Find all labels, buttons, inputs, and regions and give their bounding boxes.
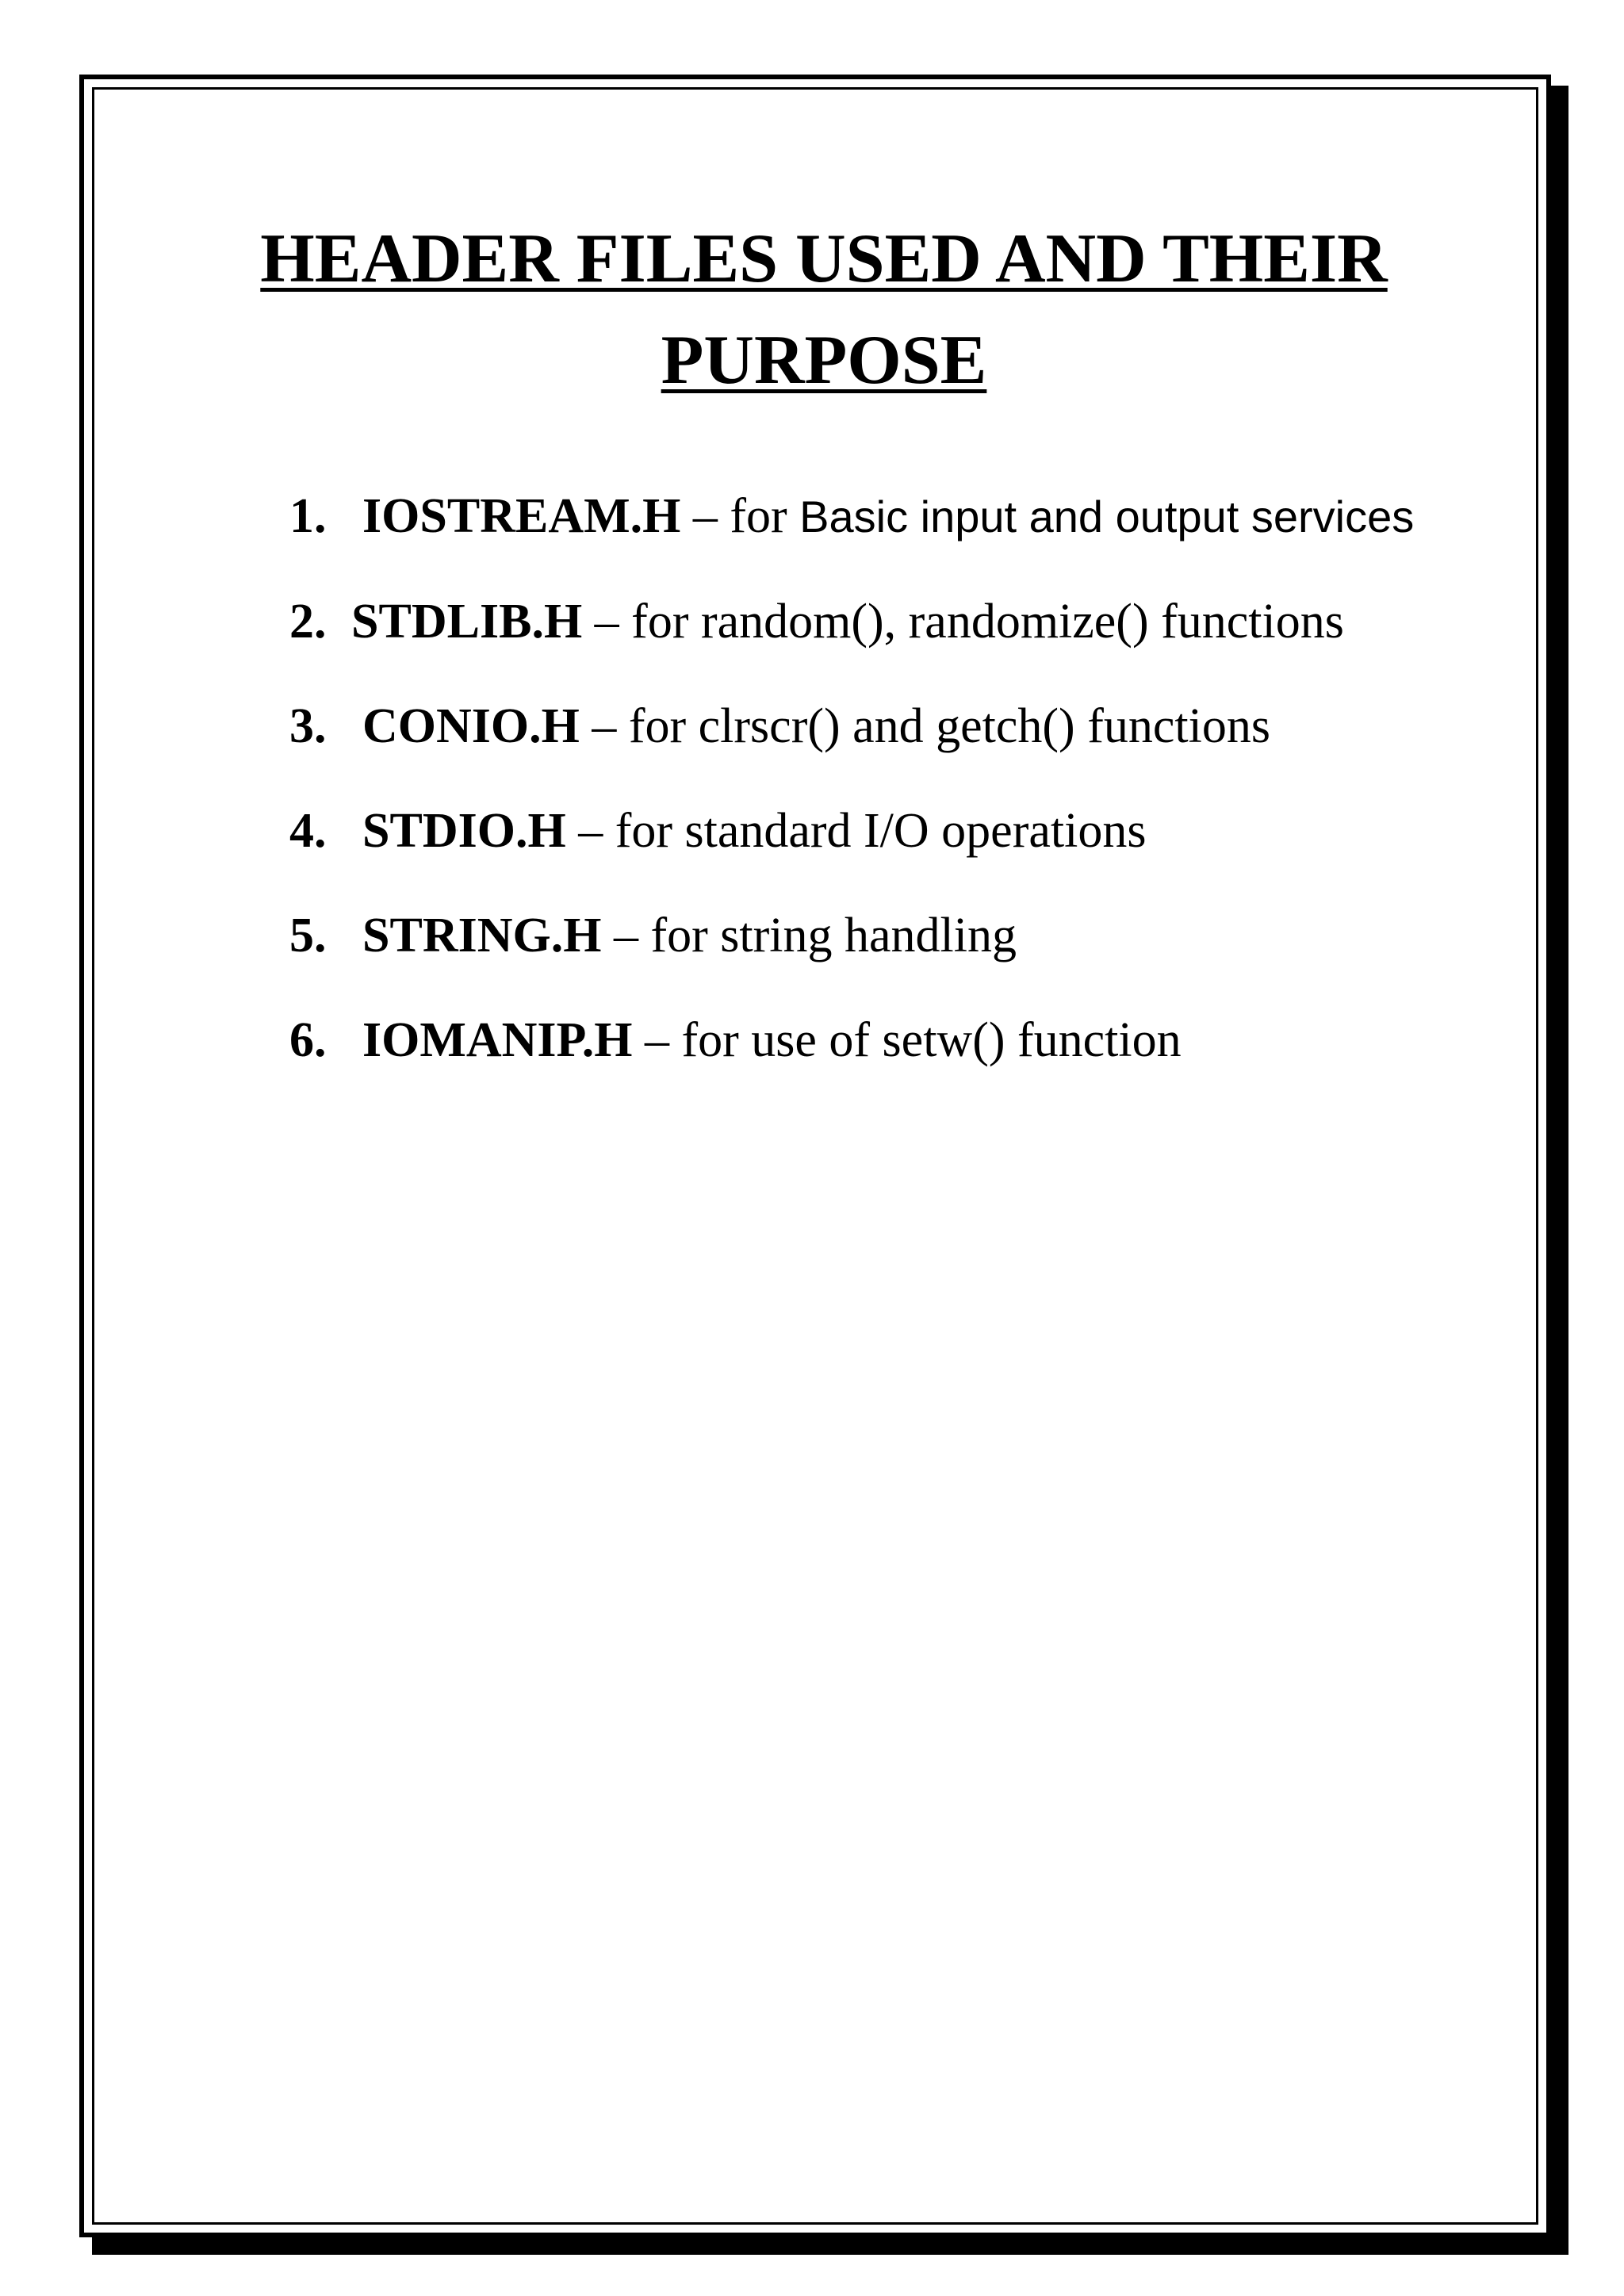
item-separator: – <box>632 1013 682 1067</box>
item-header-name: IOMANIP.H <box>362 1013 633 1067</box>
item-separator: – <box>582 595 632 649</box>
item-number: 6. <box>289 1013 327 1067</box>
item-separator: – <box>601 909 651 962</box>
page-title-line-2: PURPOSE <box>661 322 987 399</box>
item-description-prefix: for <box>730 489 800 543</box>
list-item <box>289 1012 1442 1069</box>
list-item <box>289 593 1442 650</box>
item-description: for use of setw() function <box>681 1013 1182 1067</box>
item-description: for random(), randomize() functions <box>631 595 1344 649</box>
item-description: for string handling <box>650 909 1017 962</box>
page-title <box>205 209 1442 411</box>
item-separator: – <box>680 489 730 543</box>
header-files-list <box>205 488 1442 1069</box>
item-number: 5. <box>289 909 327 962</box>
item-header-name: IOSTREAM.H <box>362 489 681 543</box>
item-header-name: STDIO.H <box>362 804 566 858</box>
page-title-line-1: HEADER FILES USED AND THEIR <box>260 220 1388 297</box>
item-description: for standard I/O operations <box>615 804 1147 858</box>
item-separator: – <box>565 804 615 858</box>
item-separator: – <box>579 699 629 753</box>
page-content <box>205 209 1442 1116</box>
item-number: 3. <box>289 699 327 753</box>
item-number: 2. <box>289 595 327 649</box>
page-border-inner <box>92 87 1538 2225</box>
page-border <box>79 75 1551 2237</box>
list-item <box>289 488 1442 545</box>
list-item <box>289 698 1442 755</box>
item-header-name: STDLIB.H <box>351 595 583 649</box>
item-description: Basic input and output services <box>799 492 1415 541</box>
item-description: for clrscr() and getch() functions <box>628 699 1270 753</box>
item-header-name: CONIO.H <box>362 699 580 753</box>
list-item <box>289 907 1442 964</box>
item-number: 1. <box>289 489 327 543</box>
item-header-name: STRING.H <box>362 909 602 962</box>
item-number: 4. <box>289 804 327 858</box>
list-item <box>289 802 1442 859</box>
